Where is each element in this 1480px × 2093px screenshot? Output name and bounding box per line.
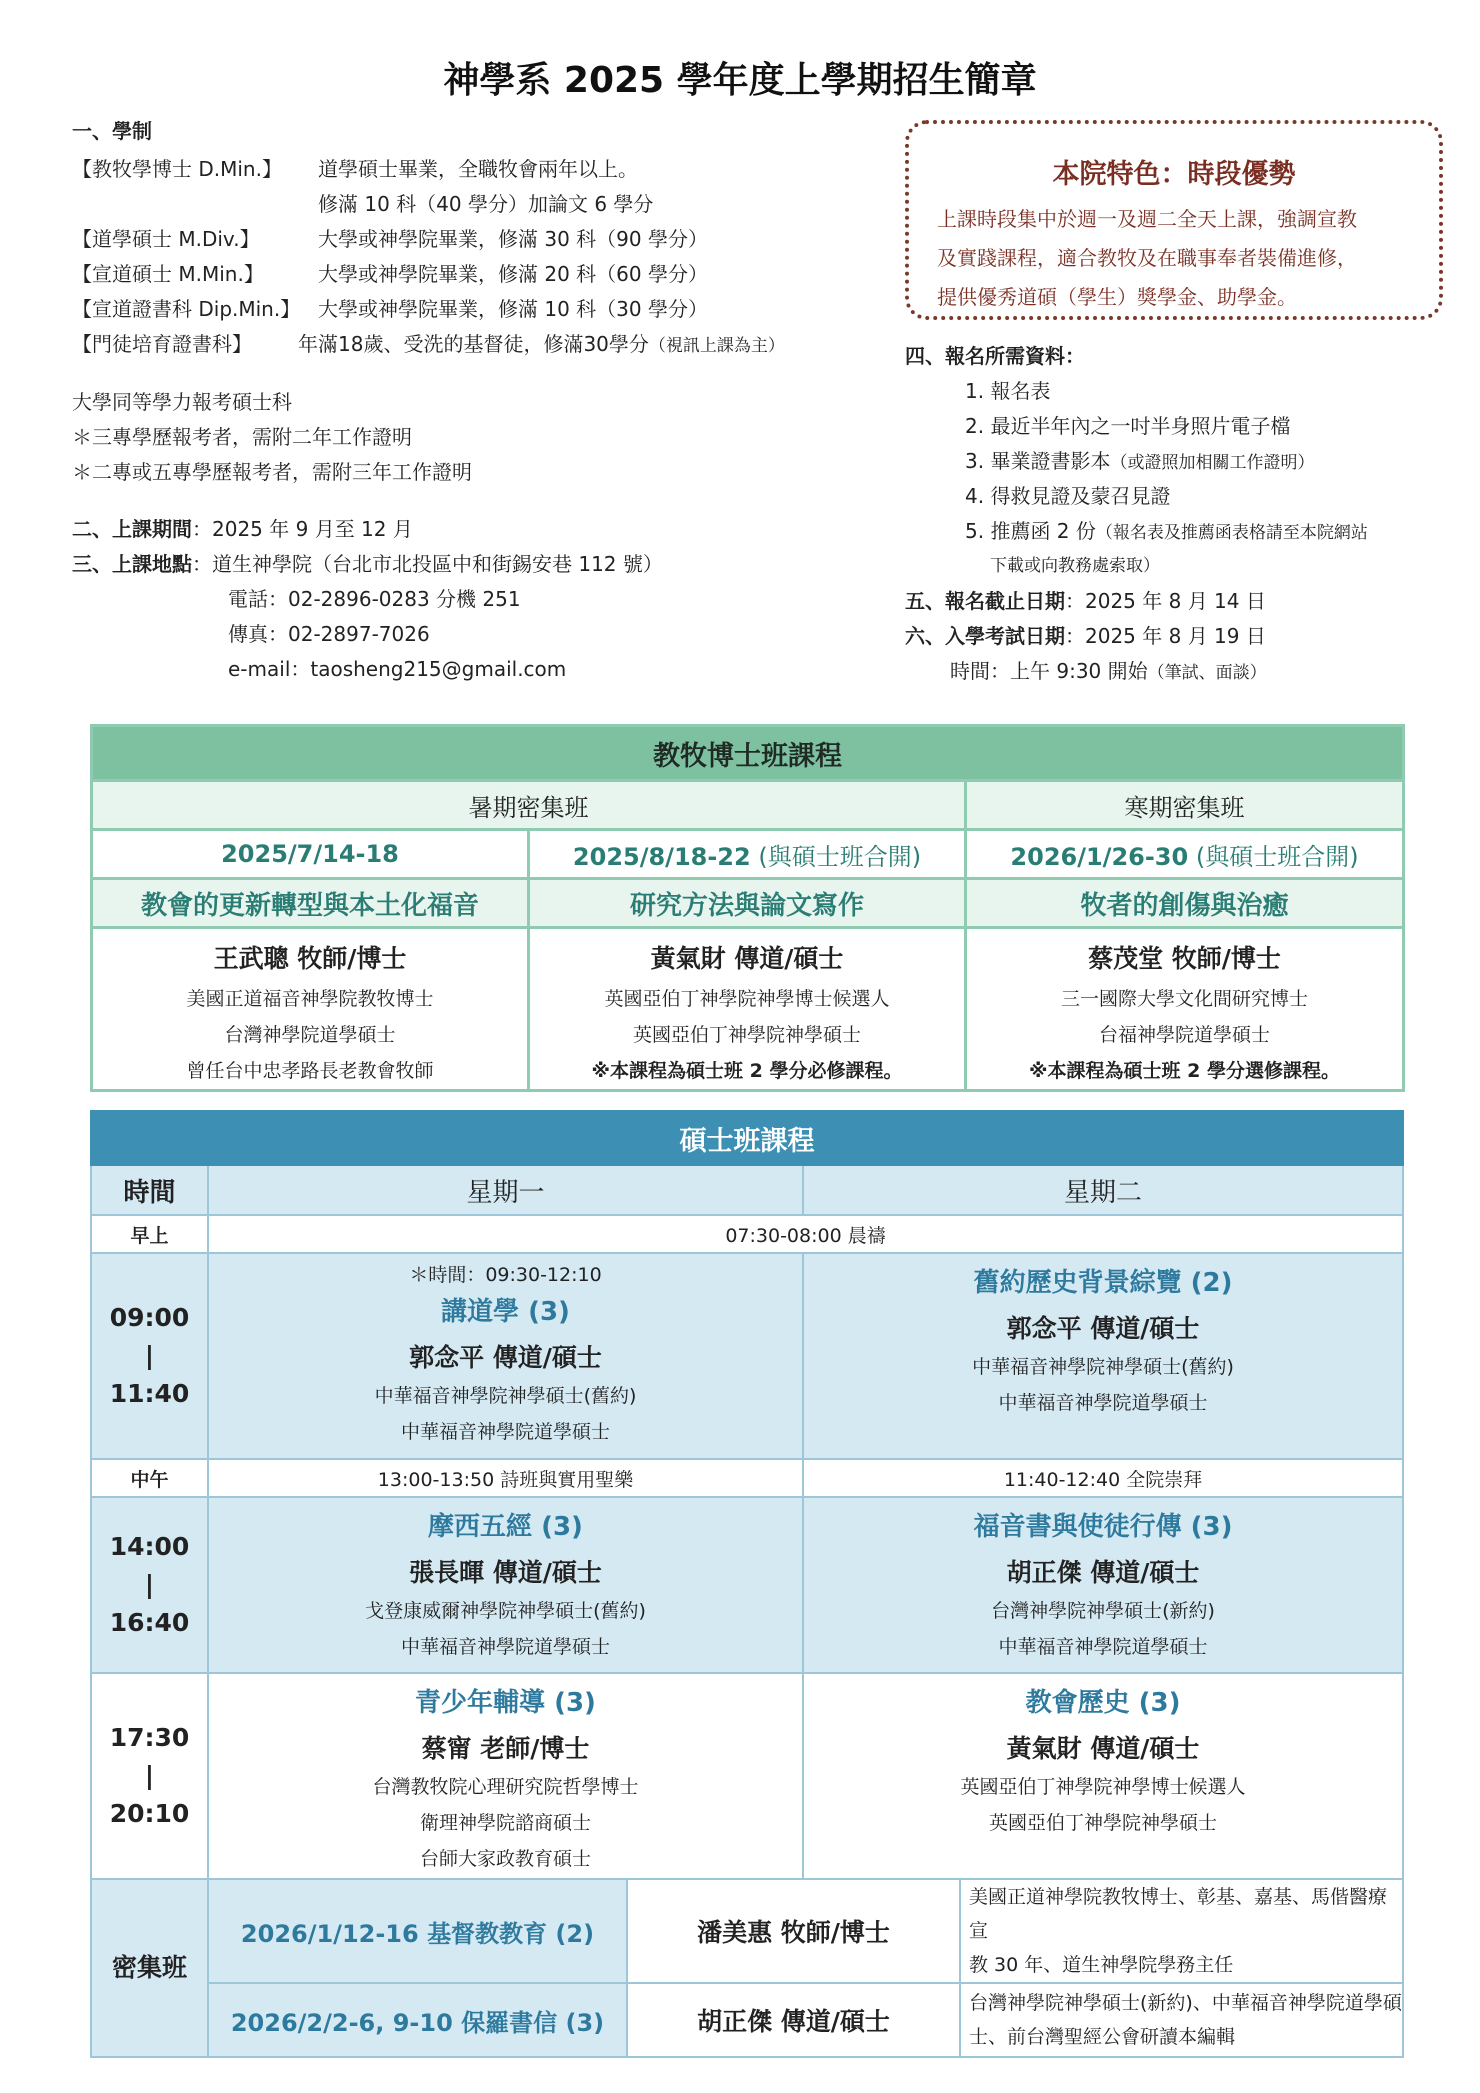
dmin-winter-label: 寒期密集班	[966, 781, 1404, 830]
dmin-course-2-date	[529, 830, 966, 879]
dmin-course-2-line-1: 英國亞伯丁神學院神學博士候選人	[604, 988, 890, 1010]
slot-1-sep: |	[144, 1341, 155, 1370]
section3-value: ：道生神學院（台北市北投區中和街錫安巷 112 號）	[192, 552, 663, 576]
slot-2-monday	[208, 1497, 803, 1673]
feature-text	[937, 200, 1419, 317]
req-item-4: 4. 得救見證及蒙召見證	[965, 484, 1171, 508]
dmin-course-1-line-1: 美國正道福音神學院教牧博士	[186, 988, 434, 1010]
slot-2-start: 14:00	[109, 1532, 190, 1561]
slot-2-time	[91, 1497, 208, 1673]
dmin-course-2-date-note: (與碩士班合開)	[750, 842, 922, 871]
slot-3-mon-line-2: 衛理神學院諮商碩士	[419, 1812, 591, 1834]
program-dmin-desc2: 修滿 10 科（40 學分）加論文 6 學分	[318, 192, 654, 216]
req-item-5: 5. 推薦函 2 份	[965, 519, 1096, 543]
equiv-title: 大學同等學力報考碩士科	[72, 390, 292, 414]
slot-2-mon-line-2: 中華福音神學院道學碩士	[400, 1636, 610, 1658]
program-mmin-name: 【宣道碩士 M.Min.】	[72, 262, 264, 286]
intensive-1-session: 2026/1/12-16 基督教教育 (2)	[208, 1879, 627, 1983]
section2-label: 二、上課期間	[72, 517, 192, 541]
section2-row	[72, 512, 413, 547]
slot-1-monday	[208, 1253, 803, 1459]
slot-3-mon-line-1: 台灣教牧院心理研究院哲學博士	[372, 1776, 639, 1798]
program-dmin-name: 【教牧學博士 D.Min.】	[72, 157, 282, 181]
slot-1-mon-teacher: 郭念平 傳道/碩士	[409, 1343, 602, 1372]
slot-2-end: 16:40	[109, 1608, 190, 1637]
feature-line-3: 提供優秀道碩（學生）獎學金、助學金。	[937, 285, 1297, 309]
slot-2-tuesday	[803, 1497, 1403, 1673]
dmin-course-1-line-3: 曾任台中忠孝路長老教會牧師	[186, 1060, 434, 1082]
slot-1-tue-course: 舊約歷史背景綜覽 (2)	[973, 1268, 1233, 1298]
slot-1-tue-teacher: 郭念平 傳道/碩士	[1006, 1314, 1200, 1343]
phone: 電話：02-2896-0283 分機 251	[228, 587, 521, 611]
intensive-label: 密集班	[91, 1879, 208, 2057]
noon-label: 中午	[91, 1459, 208, 1497]
slot-2-tue-course: 福音書與使徒行傳 (3)	[973, 1512, 1233, 1542]
section6-label: 六、入學考試日期	[905, 624, 1065, 648]
page-title: 神學系 2025 學年度上學期招生簡章	[443, 60, 1037, 101]
feature-line-2: 及實踐課程，適合教牧及在職事奉者裝備進修，	[937, 246, 1357, 270]
slot-2-tue-line-2: 中華福音神學院道學碩士	[998, 1636, 1208, 1658]
slot-3-mon-course: 青少年輔導 (3)	[415, 1688, 596, 1718]
noon-tuesday: 11:40-12:40 全院崇拜	[803, 1459, 1403, 1497]
req-item-1: 1. 報名表	[965, 379, 1051, 403]
dmin-course-3-line-2: 台福神學院道學碩士	[1098, 1024, 1270, 1046]
intensive-2-desc	[960, 1983, 1403, 2057]
dmin-course-1-date-text: 2025/7/14-18	[221, 840, 399, 868]
slot-3-monday	[208, 1673, 803, 1879]
col-tuesday-header: 星期二	[803, 1165, 1403, 1215]
dmin-course-3-name: 牧者的創傷與治癒	[966, 879, 1404, 928]
req-item-5-note: （報名表及推薦函表格請至本院網站	[1095, 523, 1368, 543]
section4-heading: 四、報名所需資料：	[905, 344, 1085, 368]
dmin-course-3-date-text: 2026/1/26-30	[1010, 842, 1189, 871]
slot-3-mon-teacher: 蔡甯 老師/博士	[421, 1734, 590, 1763]
section3-label: 三、上課地點	[72, 552, 192, 576]
intensive-1-teacher: 潘美惠 牧師/博士	[627, 1879, 960, 1983]
dmin-course-3-note: ※本課程為碩士班 2 學分選修課程。	[1029, 1060, 1340, 1082]
slot-1-mon-line-2: 中華福音神學院道學碩士	[400, 1421, 610, 1443]
dmin-table-title: 教牧博士班課程	[92, 726, 1404, 781]
feature-box	[905, 120, 1443, 320]
slot-2-mon-course: 摩西五經 (3)	[428, 1512, 583, 1542]
section6-time-note: （筆試、面談）	[1147, 663, 1267, 683]
feature-line-1: 上課時段集中於週一及週二全天上課，強調宣教	[937, 207, 1357, 231]
section6-value: ：2025 年 8 月 19 日	[1065, 624, 1266, 648]
dmin-course-1-name: 教會的更新轉型與本土化福音	[92, 879, 529, 928]
equiv-item-2: ＊二專或五專學歷報考者，需附三年工作證明	[72, 460, 472, 484]
program-dipmin-name: 【宣道證書科 Dip.Min.】	[72, 297, 301, 321]
program-disciple-name: 【門徒培育證書科】	[72, 332, 252, 356]
slot-3-tue-course: 教會歷史 (3)	[1025, 1688, 1181, 1718]
master-course-table	[90, 1110, 1404, 2058]
morning-prayer: 07:30-08:00 晨禱	[208, 1215, 1403, 1253]
slot-3-mon-line-3: 台師大家政教育碩士	[419, 1848, 591, 1870]
slot-2-tue-teacher: 胡正傑 傳道/碩士	[1006, 1558, 1200, 1587]
slot-1-tuesday	[803, 1253, 1403, 1459]
slot-3-tue-line-2: 英國亞伯丁神學院神學碩士	[989, 1812, 1218, 1834]
slot-1-mon-course: 講道學 (3)	[441, 1297, 570, 1327]
section1-heading: 一、學制	[72, 119, 152, 143]
section6-time: 時間：上午 9:30 開始	[950, 659, 1148, 683]
program-disciple-desc-wrap	[298, 327, 785, 364]
fax: 傳真：02-2897-7026	[228, 622, 430, 646]
dmin-summer-label: 暑期密集班	[92, 781, 966, 830]
intensive-1-desc	[960, 1879, 1403, 1983]
req-item-3-note: （或證照加相關工作證明）	[1110, 453, 1315, 473]
section5-value: ：2025 年 8 月 14 日	[1065, 589, 1266, 613]
dmin-course-3-date	[966, 830, 1404, 879]
program-mdiv-desc: 大學或神學院畢業，修滿 30 科（90 學分）	[318, 227, 708, 251]
req-item-3: 3. 畢業證書影本	[965, 449, 1111, 473]
program-mmin-desc: 大學或神學院畢業，修滿 20 科（60 學分）	[318, 262, 708, 286]
dmin-course-2-name: 研究方法與論文寫作	[529, 879, 966, 928]
equiv-item-1: ＊三專學歷報考者，需附二年工作證明	[72, 425, 412, 449]
req-item-2: 2. 最近半年內之一吋半身照片電子檔	[965, 414, 1291, 438]
intensive-2-session: 2026/2/2-6, 9-10 保羅書信 (3)	[208, 1983, 627, 2057]
slot-2-mon-line-1: 戈登康威爾神學院神學碩士(舊約)	[365, 1600, 646, 1622]
slot-2-sep: |	[144, 1570, 155, 1599]
dmin-course-2-date-text: 2025/8/18-22	[572, 842, 751, 871]
dmin-course-1-date	[92, 830, 529, 879]
slot-1-mon-pre: ＊時間：09:30-12:10	[409, 1264, 602, 1286]
program-disciple-desc: 年滿18歲、受洗的基督徒，修滿30學分	[298, 332, 649, 356]
section3-row	[72, 547, 663, 582]
dmin-course-1-teacher-cell	[92, 928, 529, 1091]
section6-time-row	[950, 654, 1267, 691]
dmin-course-table	[90, 724, 1405, 1092]
feature-title: 本院特色：時段優勢	[1052, 159, 1296, 190]
section2-value: ：2025 年 9 月至 12 月	[192, 517, 413, 541]
col-monday-header: 星期一	[208, 1165, 803, 1215]
section5-label: 五、報名截止日期	[905, 589, 1065, 613]
slot-1-end: 11:40	[109, 1379, 190, 1408]
slot-1-time	[91, 1253, 208, 1459]
col-time-header: 時間	[91, 1165, 208, 1215]
slot-3-tue-line-1: 英國亞伯丁神學院神學博士候選人	[960, 1776, 1246, 1798]
program-disciple-note: （視訊上課為主）	[648, 336, 785, 356]
dmin-course-2-teacher: 黃氣財 傳道/碩士	[650, 944, 844, 973]
dmin-course-1-teacher: 王武聰 牧師/博士	[213, 944, 407, 973]
intensive-1-desc-2: 教 30 年、道生神學院學務主任	[969, 1954, 1234, 1976]
program-dipmin-desc: 大學或神學院畢業，修滿 10 科（30 學分）	[318, 297, 708, 321]
intensive-1-desc-1: 美國正道神學院教牧博士、彰基、嘉基、馬偕醫療宣	[969, 1886, 1388, 1942]
slot-3-tuesday	[803, 1673, 1403, 1879]
slot-3-start: 17:30	[109, 1723, 190, 1752]
dmin-course-2-line-2: 英國亞伯丁神學院神學碩士	[632, 1024, 861, 1046]
slot-2-tue-line-1: 台灣神學院神學碩士(新約)	[991, 1600, 1215, 1622]
slot-3-sep: |	[144, 1761, 155, 1790]
slot-1-mon-line-1: 中華福音神學院神學碩士(舊約)	[374, 1385, 637, 1407]
intensive-2-desc-1: 台灣神學院神學碩士(新約)、中華福音神學院道學碩	[969, 1992, 1402, 2014]
req-item-5-row	[965, 514, 1368, 551]
slot-1-start: 09:00	[109, 1303, 190, 1332]
dmin-course-2-note: ※本課程為碩士班 2 學分必修課程。	[591, 1060, 903, 1082]
slot-3-time	[91, 1673, 208, 1879]
slot-1-tue-line-1: 中華福音神學院神學碩士(舊約)	[972, 1356, 1234, 1378]
program-dmin-desc: 道學碩士畢業，全職牧會兩年以上。	[318, 157, 638, 181]
slot-3-end: 20:10	[109, 1799, 190, 1828]
program-mdiv-name: 【道學碩士 M.Div.】	[72, 227, 260, 251]
slot-2-mon-teacher: 張長暉 傳道/碩士	[409, 1558, 602, 1587]
section6-row	[905, 619, 1266, 654]
master-table-title: 碩士班課程	[91, 1111, 1403, 1165]
dmin-course-3-teacher-cell	[966, 928, 1404, 1091]
dmin-course-3-date-note: (與碩士班合開)	[1188, 842, 1359, 871]
email[interactable]: e-mail：taosheng215@gmail.com	[228, 657, 567, 681]
req-item-3-row	[965, 444, 1314, 481]
dmin-course-1-line-2: 台灣神學院道學碩士	[224, 1024, 396, 1046]
intensive-2-teacher: 胡正傑 傳道/碩士	[627, 1983, 960, 2057]
req-item-5-note2: 下載或向教務處索取）	[990, 556, 1160, 576]
noon-monday: 13:00-13:50 詩班與實用聖樂	[208, 1459, 803, 1497]
slot-1-tue-line-2: 中華福音神學院道學碩士	[998, 1392, 1208, 1414]
slot-3-tue-teacher: 黃氣財 傳道/碩士	[1006, 1734, 1200, 1763]
dmin-course-2-teacher-cell	[529, 928, 966, 1091]
dmin-course-3-line-1: 三一國際大學文化間研究博士	[1060, 988, 1308, 1010]
section5-row	[905, 584, 1266, 619]
morning-label: 早上	[91, 1215, 208, 1253]
intensive-2-desc-2: 士、前台灣聖經公會研讀本編輯	[969, 2026, 1236, 2048]
dmin-course-3-teacher: 蔡茂堂 牧師/博士	[1088, 944, 1281, 973]
